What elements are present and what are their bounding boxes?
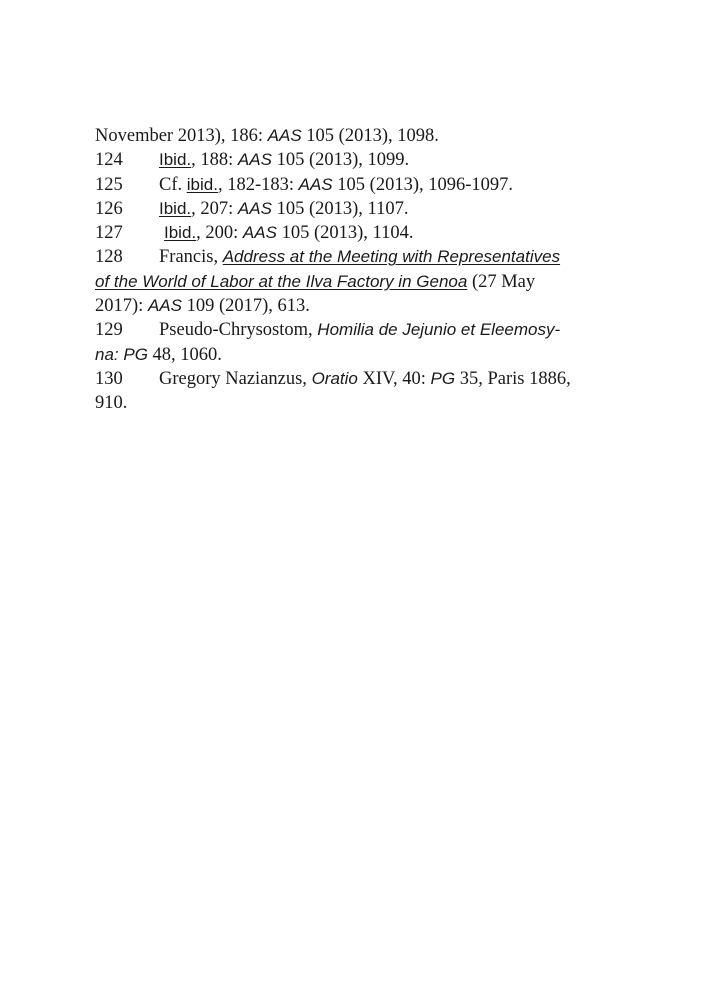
footnotes-block (95, 124, 615, 416)
work-title: na: PG (95, 344, 148, 364)
footnote-number: 125 (95, 174, 123, 195)
work-title-link[interactable]: Address at the Meeting with Representatives (222, 247, 561, 267)
footnote-130-cont (95, 391, 615, 415)
footnote-126 (95, 197, 615, 221)
footnote-text: 2017): (95, 296, 148, 317)
footnote-text: XIV, 40: (357, 368, 431, 389)
footnote-text: , 200: (196, 223, 243, 244)
ibid-link[interactable]: Ibid. (159, 150, 192, 170)
footnote-text: 105 (2013), 1107. (271, 198, 409, 219)
footnote-text: 105 (2013), 1096-1097. (332, 174, 514, 195)
footnote-128-cont (95, 270, 615, 294)
footnote-text: , 182-183: (217, 174, 299, 195)
aas-abbrev: AAS (147, 296, 182, 316)
footnote-text: 105 (2013), 1104. (276, 223, 414, 244)
work-title-link[interactable]: of the World of Labor at the Ilva Factory in Genoa (95, 271, 468, 291)
aas-abbrev: AAS (242, 223, 277, 243)
footnote-128-cont2 (95, 294, 615, 318)
footnote-text: 109 (2017), 613. (181, 296, 310, 317)
aas-abbrev: AAS (237, 150, 272, 170)
continuation-text-a: November 2013), 186: (95, 126, 268, 146)
footnote-author: Pseudo-Chrysostom, (159, 320, 318, 341)
footnote-text: 48, 1060. (147, 344, 222, 365)
aas-abbrev: AAS (267, 126, 302, 145)
footnote-number: 124 (95, 150, 123, 171)
ibid-link[interactable]: Ibid. (164, 223, 197, 243)
footnote-124 (95, 148, 615, 172)
ibid-link[interactable]: Ibid. (159, 198, 192, 218)
footnote-number: 126 (95, 198, 123, 219)
aas-abbrev: AAS (298, 174, 333, 194)
footnote-125 (95, 173, 615, 197)
continuation-text-b: 105 (2013), 1098. (301, 126, 439, 146)
footnote-text: , 188: (191, 150, 238, 171)
footnote-130 (95, 367, 615, 391)
aas-abbrev: AAS (237, 198, 272, 218)
footnote-number: 127 (95, 223, 123, 244)
footnote-number: 129 (95, 320, 123, 341)
footnote-128 (95, 245, 615, 269)
footnote-author: Francis, (159, 247, 223, 268)
footnote-text: 105 (2013), 1099. (271, 150, 410, 171)
footnote-continuation (95, 124, 615, 148)
footnote-129 (95, 318, 615, 342)
footnote-127 (95, 221, 615, 245)
footnote-author: Gregory Nazianzus, (159, 368, 312, 389)
footnote-text: , 207: (191, 198, 238, 219)
footnote-text: (27 May (467, 271, 536, 292)
footnote-number: 128 (95, 247, 123, 268)
footnote-text: 910. (95, 393, 128, 414)
ibid-link[interactable]: ibid. (186, 174, 218, 194)
work-title: Oratio (311, 368, 358, 388)
footnote-129-cont (95, 343, 615, 367)
pg-abbrev: PG (430, 368, 456, 388)
footnote-text: 35, Paris 1886, (455, 368, 571, 389)
footnote-number: 130 (95, 368, 123, 389)
footnote-text: Cf. (159, 174, 187, 195)
work-title: Homilia de Jejunio et Eleemosy- (317, 320, 561, 340)
